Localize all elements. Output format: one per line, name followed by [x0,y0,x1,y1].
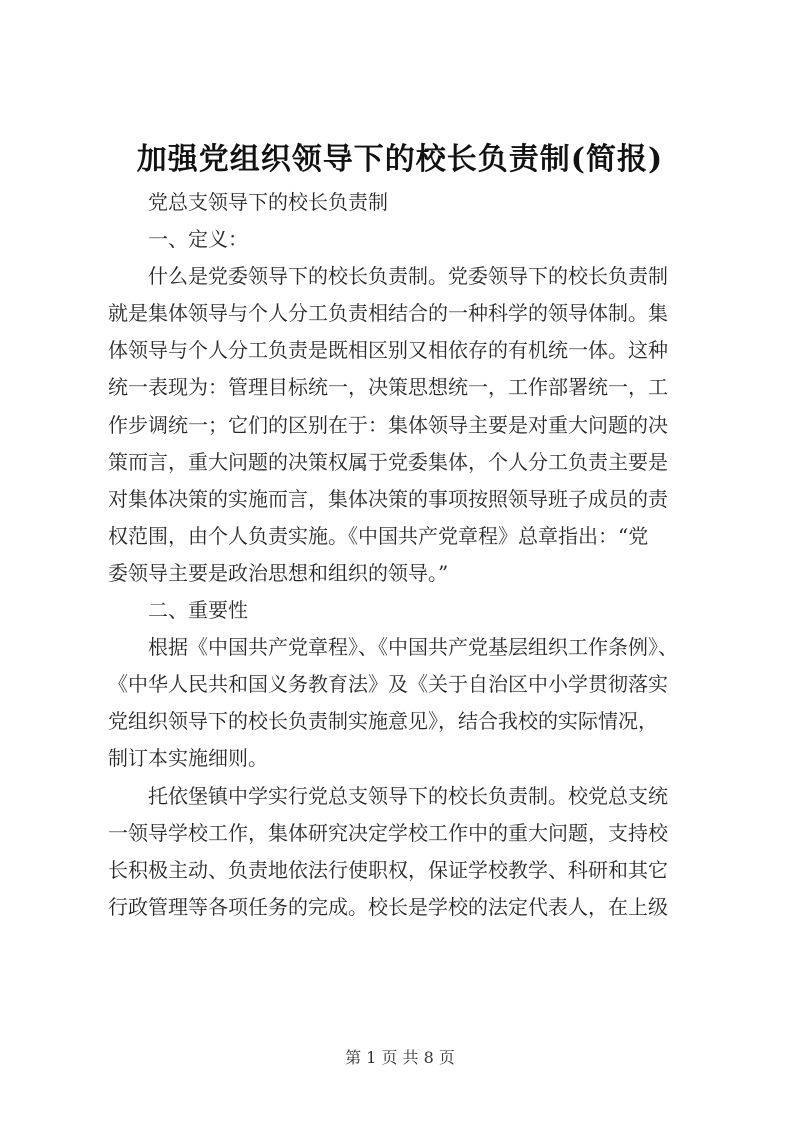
text-line: 二、重要性 [148,598,248,623]
text-line: 统一表现为：管理目标统一，决策思想统一，工作部署统一，工 [108,375,668,400]
text-line: 什么是党委领导下的校长负责制。党委领导下的校长负责制 [148,264,668,289]
text-line: 制订本实施细则。 [108,746,268,771]
text-line: 体领导与个人分工负责是既相区别又相依存的有机统一体。这种 [108,338,668,363]
text-line: 就是集体领导与个人分工负责相结合的一种科学的领导体制。集 [108,301,668,326]
text-line: 长积极主动、负责地依法行使职权，保证学校教学、科研和其它 [108,857,668,882]
page-number-footer: 第 1 页 共 8 页 [345,1048,455,1067]
text-line: 作步调统一；它们的区别在于：集体领导主要是对重大问题的决 [108,412,668,437]
text-line: 党总支领导下的校长负责制 [148,190,388,214]
text-line: 一领导学校工作，集体研究决定学校工作中的重大问题，支持校 [108,820,668,845]
document-body [108,184,702,926]
text-line: 一、定义： [148,227,248,252]
text-line: 权范围，由个人负责实施。《中国共产党章程》总章指出：“党 [108,523,649,548]
text-line: 托依堡镇中学实行党总支领导下的校长负责制。校党总支统 [148,783,668,808]
text-line: 根据《中国共产党章程》、《中国共产党基层组织工作条例》、 [148,635,678,660]
text-line: 对集体决策的实施而言，集体决策的事项按照领导班子成员的责 [108,486,668,511]
document-title: 加强党组织领导下的校长负责制(简报) [136,142,664,177]
text-line: 行政管理等各项任务的完成。校长是学校的法定代表人，在上级 [108,894,668,919]
text-line: 策而言，重大问题的决策权属于党委集体，个人分工负责主要是 [108,449,668,474]
text-line: 委领导主要是政治思想和组织的领导。” [108,560,449,585]
text-line: 《中华人民共和国义务教育法》及《关于自治区中小学贯彻落实 [108,672,668,697]
text-line: 党组织领导下的校长负责制实施意见》，结合我校的实际情况， [108,709,658,734]
